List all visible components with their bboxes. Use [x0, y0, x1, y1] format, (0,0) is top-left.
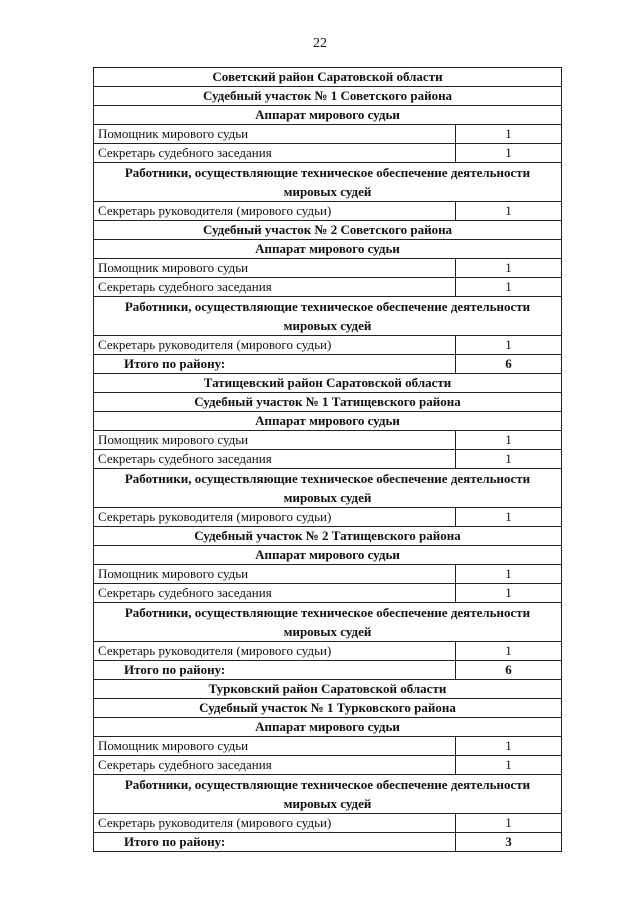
position-count: 1: [456, 737, 562, 756]
position-label: Секретарь судебного заседания: [94, 278, 456, 297]
section-header: Советский район Саратовской области: [94, 68, 562, 87]
table-row: [94, 144, 562, 163]
position-label: Секретарь руководителя (мирового судьи): [94, 202, 456, 221]
position-label: Помощник мирового судьи: [94, 259, 456, 278]
position-count: 1: [456, 508, 562, 527]
position-label: Секретарь руководителя (мирового судьи): [94, 642, 456, 661]
table-row: [94, 508, 562, 527]
section-header: Судебный участок № 1 Татищевского района: [94, 393, 562, 412]
table-row: [94, 431, 562, 450]
section-header-row: [94, 221, 562, 240]
section-header-row: [94, 699, 562, 718]
table-row: [94, 642, 562, 661]
position-count: 1: [456, 814, 562, 833]
total-label: Итого по району:: [94, 355, 456, 374]
total-value: 3: [456, 833, 562, 852]
section-header: Судебный участок № 2 Советского района: [94, 221, 562, 240]
section-header-row: [94, 374, 562, 393]
section-header-row: [94, 775, 562, 814]
table-row: [94, 756, 562, 775]
position-count: 1: [456, 642, 562, 661]
section-header: Аппарат мирового судьи: [94, 718, 562, 737]
section-header: Аппарат мирового судьи: [94, 412, 562, 431]
section-header-row: [94, 68, 562, 87]
section-header: Работники, осуществляющие техническое обеспечение деятельности мировых судей: [94, 469, 562, 508]
total-label: Итого по району:: [94, 661, 456, 680]
section-header: Работники, осуществляющие техническое обеспечение деятельности мировых судей: [94, 163, 562, 202]
position-count: 1: [456, 278, 562, 297]
position-label: Секретарь судебного заседания: [94, 450, 456, 469]
section-header: Татищевский район Саратовской области: [94, 374, 562, 393]
section-header-row: [94, 87, 562, 106]
section-header: Турковский район Саратовской области: [94, 680, 562, 699]
total-row: [94, 355, 562, 374]
section-header-row: [94, 546, 562, 565]
table-row: [94, 125, 562, 144]
position-label: Секретарь руководителя (мирового судьи): [94, 814, 456, 833]
section-header-row: [94, 680, 562, 699]
total-value: 6: [456, 355, 562, 374]
staff-table-container: [93, 67, 561, 852]
table-row: [94, 202, 562, 221]
section-header-row: [94, 297, 562, 336]
table-row: [94, 336, 562, 355]
position-count: 1: [456, 584, 562, 603]
section-header-row: [94, 603, 562, 642]
total-value: 6: [456, 661, 562, 680]
section-header-row: [94, 393, 562, 412]
position-count: 1: [456, 431, 562, 450]
position-label: Помощник мирового судьи: [94, 737, 456, 756]
position-label: Секретарь руководителя (мирового судьи): [94, 336, 456, 355]
position-label: Помощник мирового судьи: [94, 565, 456, 584]
section-header: Аппарат мирового судьи: [94, 240, 562, 259]
position-count: 1: [456, 450, 562, 469]
table-row: [94, 814, 562, 833]
section-header-row: [94, 527, 562, 546]
position-count: 1: [456, 565, 562, 584]
section-header-row: [94, 106, 562, 125]
section-header-row: [94, 163, 562, 202]
position-label: Секретарь руководителя (мирового судьи): [94, 508, 456, 527]
section-header: Судебный участок № 2 Татищевского района: [94, 527, 562, 546]
table-row: [94, 584, 562, 603]
position-count: 1: [456, 144, 562, 163]
staff-table: [93, 67, 562, 852]
table-row: [94, 737, 562, 756]
position-label: Помощник мирового судьи: [94, 431, 456, 450]
section-header-row: [94, 718, 562, 737]
section-header-row: [94, 469, 562, 508]
position-label: Помощник мирового судьи: [94, 125, 456, 144]
page-number: 22: [313, 36, 327, 51]
section-header: Работники, осуществляющие техническое обеспечение деятельности мировых судей: [94, 775, 562, 814]
section-header-row: [94, 240, 562, 259]
total-row: [94, 833, 562, 852]
section-header: Аппарат мирового судьи: [94, 546, 562, 565]
position-count: 1: [456, 259, 562, 278]
section-header: Судебный участок № 1 Турковского района: [94, 699, 562, 718]
position-label: Секретарь судебного заседания: [94, 756, 456, 775]
position-count: 1: [456, 125, 562, 144]
position-count: 1: [456, 202, 562, 221]
section-header-row: [94, 412, 562, 431]
position-label: Секретарь судебного заседания: [94, 584, 456, 603]
position-label: Секретарь судебного заседания: [94, 144, 456, 163]
table-row: [94, 565, 562, 584]
position-count: 1: [456, 336, 562, 355]
total-row: [94, 661, 562, 680]
section-header: Аппарат мирового судьи: [94, 106, 562, 125]
table-row: [94, 278, 562, 297]
staff-table-body: [94, 68, 562, 852]
section-header: Судебный участок № 1 Советского района: [94, 87, 562, 106]
position-count: 1: [456, 756, 562, 775]
total-label: Итого по району:: [94, 833, 456, 852]
table-row: [94, 450, 562, 469]
table-row: [94, 259, 562, 278]
section-header: Работники, осуществляющие техническое обеспечение деятельности мировых судей: [94, 297, 562, 336]
section-header: Работники, осуществляющие техническое обеспечение деятельности мировых судей: [94, 603, 562, 642]
